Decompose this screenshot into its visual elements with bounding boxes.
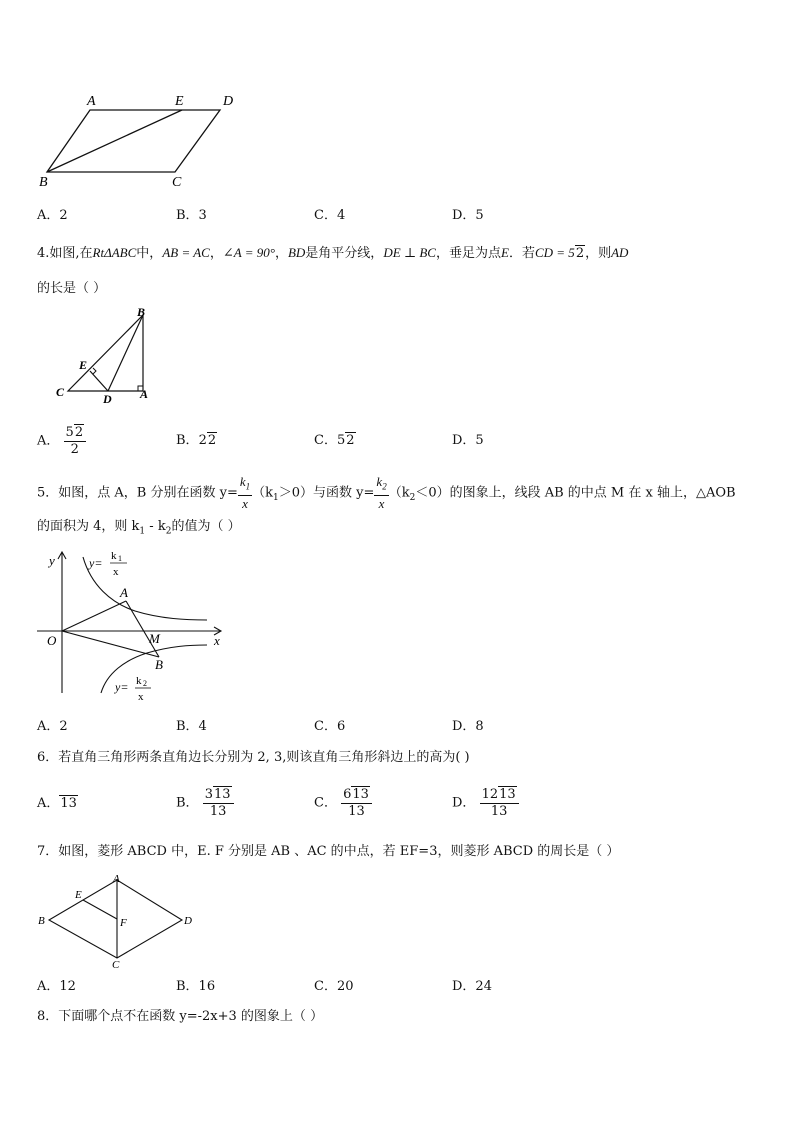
q3-option-c[interactable]: C．4 — [314, 208, 346, 223]
right-triangle-figure — [50, 305, 160, 405]
q4-option-d[interactable]: D．5 — [452, 433, 484, 448]
q6-option-d[interactable]: D． $\frac{1213}{13}$ — [452, 786, 519, 820]
q5-option-b[interactable]: B．4 — [176, 719, 207, 734]
q6-option-a[interactable]: A．13 — [37, 796, 77, 811]
q6-question: 6．若直角三角形两条直角边长分别为 2, 3,则该直角三角形斜边上的高为( ) — [37, 750, 470, 765]
q4-option-c[interactable]: C．52 — [314, 433, 355, 448]
q3-option-b[interactable]: B．3 — [176, 208, 207, 223]
label-a: A — [113, 873, 120, 885]
q5-question-line1: 5．如图，点 A，B 分别在函数 y= $\frac{k_1}{x}$ $(k_1>0)$与函数 y= $\frac{k_2}{x}$ $(k_2<0)$的图象上，线段 AB 的中点 M 在 x 轴上，△AOB — [37, 474, 736, 511]
q7-question: 7．如图，菱形 ABCD 中，E. F 分别是 AB 、AC 的中点，若 EF=3，则菱形 ABCD 的周长是（ ） — [37, 844, 620, 859]
rhombus-figure — [35, 872, 205, 972]
label-o: O — [47, 633, 57, 648]
label-b: B — [38, 915, 45, 927]
curve2-label-y: y= — [115, 680, 129, 694]
curve1-label-ksub: 1 — [118, 554, 122, 563]
hyperbola-figure — [35, 545, 235, 705]
label-d: D — [223, 94, 234, 109]
q3-option-d[interactable]: D．5 — [452, 208, 484, 223]
label-c: C — [56, 385, 65, 399]
label-c: C — [172, 175, 182, 190]
label-b: B — [155, 657, 163, 672]
q4-question-line1: 4.如图,在RtΔABC中，AB = AC，∠A = 90°，BD是角平分线，DE ⊥ BC，垂足为点E．若CD = 52，则AD — [37, 245, 629, 261]
label-y: y — [49, 553, 55, 568]
parallelogram-figure — [35, 88, 255, 190]
q6-option-b[interactable]: B． $\frac{313}{13}$ — [176, 786, 234, 820]
label-x: x — [214, 633, 220, 648]
label-m: M — [149, 631, 160, 646]
label-e: E — [175, 94, 184, 109]
q4-option-a[interactable]: A． $\frac{52}{2}$ — [37, 424, 86, 458]
q7-option-d[interactable]: D．24 — [452, 979, 492, 994]
label-b: B — [39, 175, 48, 190]
label-a: A — [120, 585, 128, 600]
label-f: F — [120, 917, 127, 929]
q7-option-b[interactable]: B．16 — [176, 979, 216, 994]
q6-option-c[interactable]: C． $\frac{613}{13}$ — [314, 786, 372, 820]
q4-question-line2: 的长是（ ） — [37, 281, 107, 296]
curve1-label-x: x — [113, 566, 119, 578]
label-b: B — [137, 305, 146, 319]
q3-option-a[interactable]: A．2 — [37, 208, 68, 223]
q8-question: 8．下面哪个点不在函数 y=-2x+3 的图象上（ ） — [37, 1009, 324, 1024]
curve1-label-k: k — [111, 550, 117, 562]
label-e: E — [79, 358, 88, 372]
q7-option-a[interactable]: A．12 — [37, 979, 76, 994]
curve2-label-ksub: 2 — [143, 679, 147, 688]
q5-option-c[interactable]: C．6 — [314, 719, 346, 734]
q5-question-line2: 的面积为 4，则 $k_1 - k_2$的值为（ ） — [37, 519, 241, 537]
q4-option-a-fraction: $\frac{52}{2}$ — [64, 424, 87, 458]
label-e: E — [75, 889, 82, 901]
curve2-label-x: x — [138, 691, 144, 703]
label-a: A — [140, 387, 149, 401]
curve2-label-k: k — [136, 675, 142, 687]
label-a: A — [87, 94, 96, 109]
curve1-label-y: y= — [89, 556, 103, 570]
q5-option-d[interactable]: D．8 — [452, 719, 484, 734]
label-d: D — [103, 392, 112, 405]
q7-option-c[interactable]: C．20 — [314, 979, 354, 994]
q5-option-a[interactable]: A．2 — [37, 719, 68, 734]
label-c: C — [112, 959, 120, 971]
q4-option-b[interactable]: B．22 — [176, 433, 217, 448]
label-d: D — [184, 915, 192, 927]
